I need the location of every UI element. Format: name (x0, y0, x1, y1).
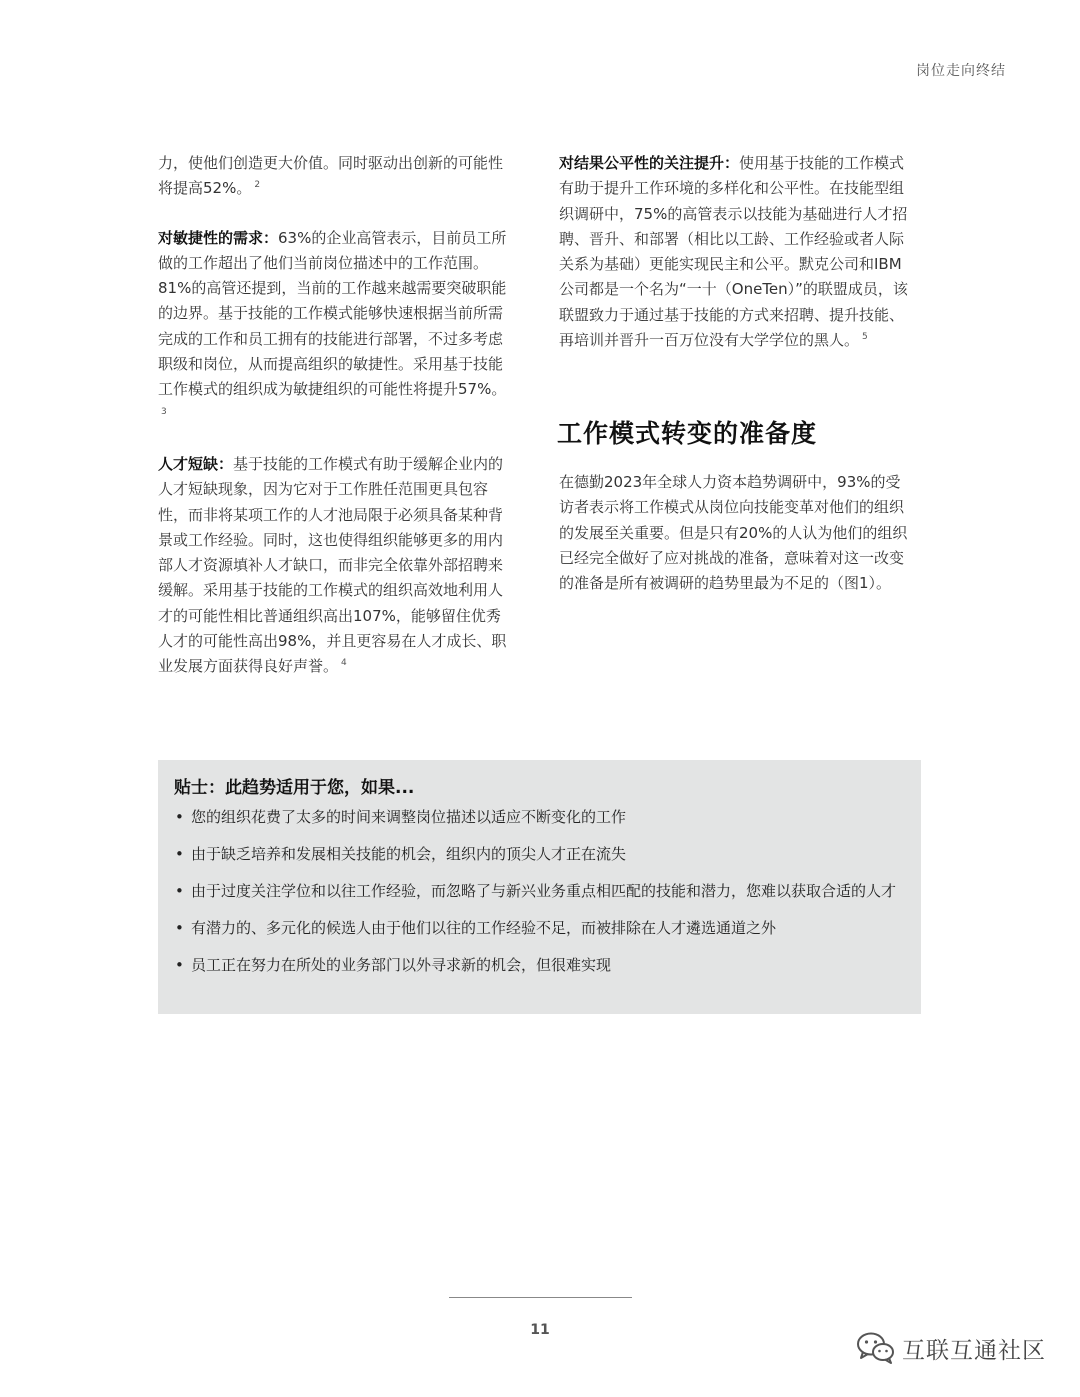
wechat-icon (856, 1331, 896, 1365)
paragraph-fairness (559, 151, 915, 353)
footer-divider (449, 1297, 632, 1298)
bullet: • (175, 845, 184, 863)
tips-title: 贴士：此趋势适用于您，如果... (174, 778, 415, 798)
paragraph-heading: 对结果公平性的关注提升： (559, 154, 740, 172)
tips-item-text: 员工正在努力在所处的业务部门以外寻求新的机会，但很难实现 (191, 956, 612, 974)
footnote-ref[interactable]: 3 (161, 406, 167, 417)
bullet: • (175, 808, 184, 826)
bullet: • (175, 882, 184, 900)
tips-list-item (174, 880, 905, 903)
paragraph-text: 力，使他们创造更大价值。同时驱动出创新的可能性将提高52%。 (158, 154, 504, 198)
bullet: • (175, 956, 184, 974)
left-column (158, 151, 514, 680)
footnote-ref[interactable]: 2 (254, 180, 261, 191)
tips-item-text: 有潜力的、多元化的候选人由于他们以往的工作经验不足，而被排除在人才遴选通道之外 (191, 919, 777, 937)
watermark-text: 互联互通社区 (902, 1337, 1046, 1364)
paragraph-heading: 对敏捷性的需求： (158, 228, 279, 247)
paragraph-text: 63%的企业高管表示，目前员工所做的工作超出了他们当前岗位描述中的工作范围。81%的高管还提到，当前的工作越来越需要突破职能的边界。基于技能的工作模式能够快速根据当前所需完成的工作和员工拥有的技能进行部署，不过多考虑职级和岗位，从而提高组织的敏捷性。采用基于技能工作模式的组织成为敏捷组织的可能性将提升57%。 (158, 228, 507, 399)
tips-item-text: 由于过度关注学位和以往工作经验，而忽略了与新兴业务重点相匹配的技能和潜力，您难以获取合适的人才 (191, 882, 897, 900)
paragraph-text: 使用基于技能的工作模式有助于提升工作环境的多样化和公平性。在技能型组织调研中，75%的高管表示以技能为基础进行人才招聘、晋升、和部署（相比以工龄、工作经验或者人际关系为基础）更能实现民主和公平。默克公司和IBM公司都是一个名为“一十（OneTen）”的联盟成员，该联盟致力于通过基于技能的方式来招聘、提升技能、再培训并晋升一百万位没有大学学位的黑人。 (559, 154, 908, 350)
tips-list-item (174, 843, 905, 866)
tips-list-item (174, 954, 905, 977)
footnote-ref[interactable]: 5 (862, 332, 868, 343)
section-title: 工作模式转变的准备度 (557, 419, 818, 448)
tips-box (158, 760, 921, 1014)
tips-list (174, 806, 905, 977)
paragraph-agility (158, 226, 514, 428)
paragraph-heading: 人才短缺： (158, 454, 234, 473)
watermark (856, 1331, 1046, 1365)
bullet: • (175, 919, 184, 937)
tips-item-text: 由于缺乏培养和发展相关技能的机会，组织内的顶尖人才正在流失 (191, 845, 627, 863)
tips-item-text: 您的组织花费了太多的时间来调整岗位描述以适应不断变化的工作 (191, 808, 627, 826)
tips-list-item (174, 806, 905, 829)
page-number: 11 (530, 1322, 550, 1338)
paragraph-text: 基于技能的工作模式有助于缓解企业内的人才短缺现象，因为它对于工作胜任范围更具包容性，而非将某项工作的人才池局限于必须具备某种背景或工作经验。同时，这也使得组织能够更多的用内部人才资源填补人才缺口，而非完全依靠外部招聘来缓解。采用基于技能的工作模式的组织高效地利用人才的可能性相比普通组织高出107%，能够留住优秀人才的可能性高出98%，并且更容易在人才成长、职业发展方面获得良好声誉。 (158, 454, 507, 676)
right-column-lower (559, 470, 915, 596)
footnote-ref[interactable]: 4 (341, 658, 347, 669)
right-column (559, 151, 915, 353)
header-title: 岗位走向终结 (916, 63, 1006, 79)
paragraph-talent-shortage (158, 452, 514, 680)
tips-list-item (174, 917, 905, 940)
paragraph-readiness: 在德勤2023年全球人力资本趋势调研中，93%的受访者表示将工作模式从岗位向技能变革对他们的组织的发展至关重要。但是只有20%的人认为他们的组织已经完全做好了应对挑战的准备，意味着对这一改变的准备是所有被调研的趋势里最为不足的（图1）。 (559, 473, 908, 593)
paragraph-creativity (158, 151, 514, 202)
